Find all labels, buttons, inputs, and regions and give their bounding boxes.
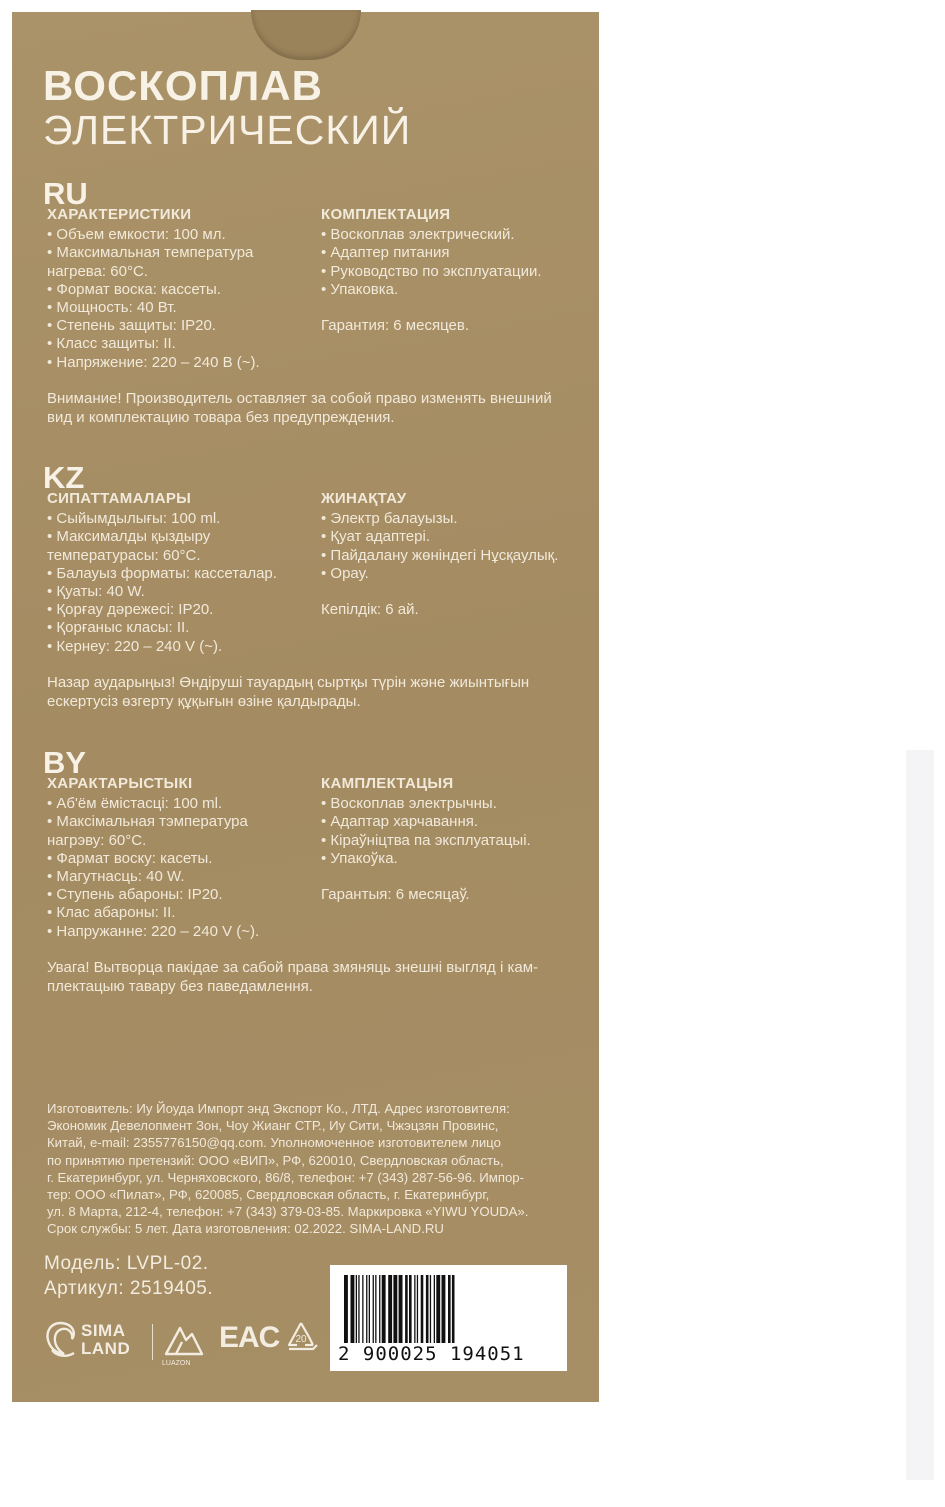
kit-item: • Воскоплав электрический. xyxy=(321,226,515,244)
barcode-bar xyxy=(393,1275,397,1343)
sima-land-wordmark: SIMA LAND xyxy=(81,1321,131,1358)
barcode-bar xyxy=(366,1275,367,1343)
barcode-bar xyxy=(379,1275,380,1343)
spec-heading: ХАРАКТАРЫСТЫКІ xyxy=(47,775,193,792)
barcode-bar xyxy=(358,1275,359,1343)
spec-heading: СИПАТТАМАЛАРЫ xyxy=(47,490,192,507)
spec-item: • Формат воска: кассеты. xyxy=(47,280,221,298)
spec-list-kz xyxy=(47,490,277,656)
barcode-number: 2 900025 194051 xyxy=(338,1343,525,1365)
spec-item: • Қорғау дәрежесі: IP20. xyxy=(47,601,214,619)
sima-land-logo-icon xyxy=(44,1320,78,1360)
spec-item: • Ступень абароны: IP20. xyxy=(47,886,223,904)
manufacturer-line: Изготовитель: Иу Йоуда Импорт энд Экспорт Ко., ЛТД. Адрес изготовителя: xyxy=(47,1101,510,1116)
barcode-bar xyxy=(436,1275,440,1343)
notice-line: Назар аударыңыз! Өндіруші тауардың сыртқы түрін және жиынтығын xyxy=(47,674,530,691)
section-lang-kz: KZ xyxy=(43,460,85,495)
barcode-bar xyxy=(375,1275,376,1343)
barcode-bar xyxy=(421,1275,424,1343)
recycle-code: 20 xyxy=(295,1334,307,1345)
spec-item: • Напряжение: 220 – 240 В (~). xyxy=(47,353,260,371)
logo-divider xyxy=(152,1324,153,1360)
notice-line: Увага! Вытворца пакідае за сабой права змяняць знешні выгляд і кам- xyxy=(47,959,539,976)
luazon-wordmark: LUAZON xyxy=(162,1360,191,1367)
barcode-bar xyxy=(426,1275,429,1343)
background-edge xyxy=(906,750,934,1480)
barcode-bar xyxy=(369,1275,370,1343)
spec-item: • Сыйымдылығы: 100 ml. xyxy=(47,510,221,528)
manufacturer-line: Срок службы: 5 лет. Дата изготовления: 02.2022. SIMA-LAND.RU xyxy=(47,1221,444,1237)
kit-list-kz xyxy=(321,490,558,619)
spec-item: • Максимальная температура xyxy=(47,244,254,262)
barcode xyxy=(330,1265,567,1371)
manufacturer-line: Экономик Девелопмент Зон, Чоу Жианг СТР., Иу Сити, Чжэцзян Провинс, xyxy=(47,1118,499,1134)
spec-item: • Фармат воску: касеты. xyxy=(47,849,213,867)
manufacturer-line: ул. 8 Марта, 212-4, телефон: +7 (343) 379-03-85. Маркировка «YIWU YOUDA». xyxy=(47,1204,529,1220)
spec-item: • Степень защиты: IP20. xyxy=(47,317,216,335)
spec-heading: ХАРАКТЕРИСТИКИ xyxy=(47,206,192,223)
barcode-bar xyxy=(452,1275,455,1343)
section-lang-ru: RU xyxy=(43,176,88,211)
manufacturer-line: по принятию претензий: ООО «ВИП», РФ, 620010, Свердловская область, xyxy=(47,1152,504,1168)
notice-kz xyxy=(47,673,587,711)
spec-item: • Аб'ём ёмістасці: 100 ml. xyxy=(47,795,223,813)
barcode-bar xyxy=(362,1275,363,1343)
kit-item: • Кіраўніцтва па эксплуатацыі. xyxy=(321,831,531,849)
notice-ru xyxy=(47,389,587,427)
spec-item: • Кернеу: 220 – 240 V (~). xyxy=(47,637,223,655)
notice-line: ескертусіз өзгерту құқығын өзіне қалдырады. xyxy=(47,693,361,710)
spec-item: температурасы: 60°С. xyxy=(47,546,201,564)
kit-item: • Адаптар харчавання. xyxy=(321,813,479,831)
eac-mark: EAC xyxy=(219,1321,280,1354)
barcode-bar xyxy=(356,1275,357,1343)
barcode-bars xyxy=(340,1275,557,1343)
product-title: ВОСКОПЛАВ xyxy=(43,62,323,109)
kit-item: • Қуат адаптері. xyxy=(321,528,430,546)
kit-heading: КАМПЛЕКТАЦЫЯ xyxy=(321,775,454,792)
barcode-bar xyxy=(448,1275,451,1343)
kit-item: • Пайдалану жөніндегі Нұсқаулық. xyxy=(321,546,559,564)
article-number: Артикул: 2519405. xyxy=(44,1278,214,1299)
spec-item: • Напружанне: 220 – 240 V (~). xyxy=(47,922,260,940)
spec-item: нагрева: 60°С. xyxy=(47,262,148,280)
kit-heading: ЖИНАҚТАУ xyxy=(321,490,407,507)
kit-item: • Воскоплав электрычны. xyxy=(321,795,497,813)
barcode-bar xyxy=(373,1275,374,1343)
warranty-text: Кепілдік: 6 ай. xyxy=(321,601,419,619)
notice-line: плектацыю тавару без паведамлення. xyxy=(47,978,313,995)
spec-item: • Балауыз форматы: кассеталар. xyxy=(47,564,277,582)
kit-item: • Упаковка. xyxy=(321,280,399,298)
kit-item: • Упакоўка. xyxy=(321,849,398,867)
barcode-bar xyxy=(344,1275,348,1343)
thumb-notch xyxy=(251,10,361,60)
spec-item: • Магутнасць: 40 W. xyxy=(47,868,185,886)
manufacturer-line: г. Екатеринбург, ул. Черняховского, 86/8, телефон: +7 (343) 287-56-96. Импор- xyxy=(47,1169,525,1185)
spec-item: • Қуаты: 40 W. xyxy=(47,583,145,601)
kit-item: • Орау. xyxy=(321,564,369,582)
luazon-logo-icon xyxy=(162,1322,206,1358)
warranty-text: Гарантыя: 6 месяцаў. xyxy=(321,886,470,904)
section-lang-by: BY xyxy=(43,745,87,780)
spec-item: • Максімальная тэмпература xyxy=(47,813,248,831)
kit-list-by xyxy=(321,775,531,904)
barcode-bar xyxy=(351,1275,355,1343)
barcode-bar xyxy=(434,1275,435,1343)
manufacturer-line: Китай, e-mail: 2355776150@qq.com. Уполномоченное изготовителем лицо xyxy=(47,1135,501,1151)
notice-line: вид и комплектацию товара без предупреждения. xyxy=(47,409,395,426)
spec-item: • Максималды қыздыру xyxy=(47,528,211,546)
manufacturer-line: тер: ООО «Пилат», РФ, 620085, Свердловская область, г. Екатеринбург, xyxy=(47,1187,490,1203)
notice-line: Внимание! Производитель оставляет за собой право изменять внешний xyxy=(47,390,552,407)
barcode-bar xyxy=(430,1275,431,1343)
kit-heading: КОМПЛЕКТАЦИЯ xyxy=(321,206,451,223)
kit-item: • Адаптер питания xyxy=(321,244,450,262)
notice-by xyxy=(47,958,587,996)
model-number: Модель: LVPL-02. xyxy=(44,1253,209,1274)
spec-item: нагрэву: 60°С. xyxy=(47,831,147,849)
spec-item: • Класс защиты: II. xyxy=(47,335,176,353)
barcode-bar xyxy=(399,1275,403,1343)
spec-item: • Объем емкости: 100 мл. xyxy=(47,226,226,244)
barcode-bar xyxy=(414,1275,415,1343)
barcode-bar xyxy=(382,1275,386,1343)
spec-item: • Клас абароны: II. xyxy=(47,904,176,922)
barcode-bar xyxy=(409,1275,412,1343)
barcode-bar xyxy=(442,1275,446,1343)
kraft-box-back-panel xyxy=(12,12,599,1402)
product-subtitle: ЭЛЕКТРИЧЕСКИЙ xyxy=(43,107,412,153)
spec-item: • Қорғаныс класы: II. xyxy=(47,619,190,637)
warranty-text: Гарантия: 6 месяцев. xyxy=(321,317,469,335)
kit-list-ru xyxy=(321,206,542,335)
kit-item: • Руководство по эксплуатации. xyxy=(321,262,542,280)
barcode-bar xyxy=(388,1275,392,1343)
barcode-bar xyxy=(405,1275,408,1343)
kit-item: • Электр балауызы. xyxy=(321,510,458,528)
spec-item: • Мощность: 40 Вт. xyxy=(47,299,177,317)
recycle-icon xyxy=(280,1318,322,1360)
spec-list-by xyxy=(47,775,259,941)
barcode-bar xyxy=(417,1275,418,1343)
manufacturer-info xyxy=(47,1100,582,1238)
spec-list-ru xyxy=(47,206,260,372)
